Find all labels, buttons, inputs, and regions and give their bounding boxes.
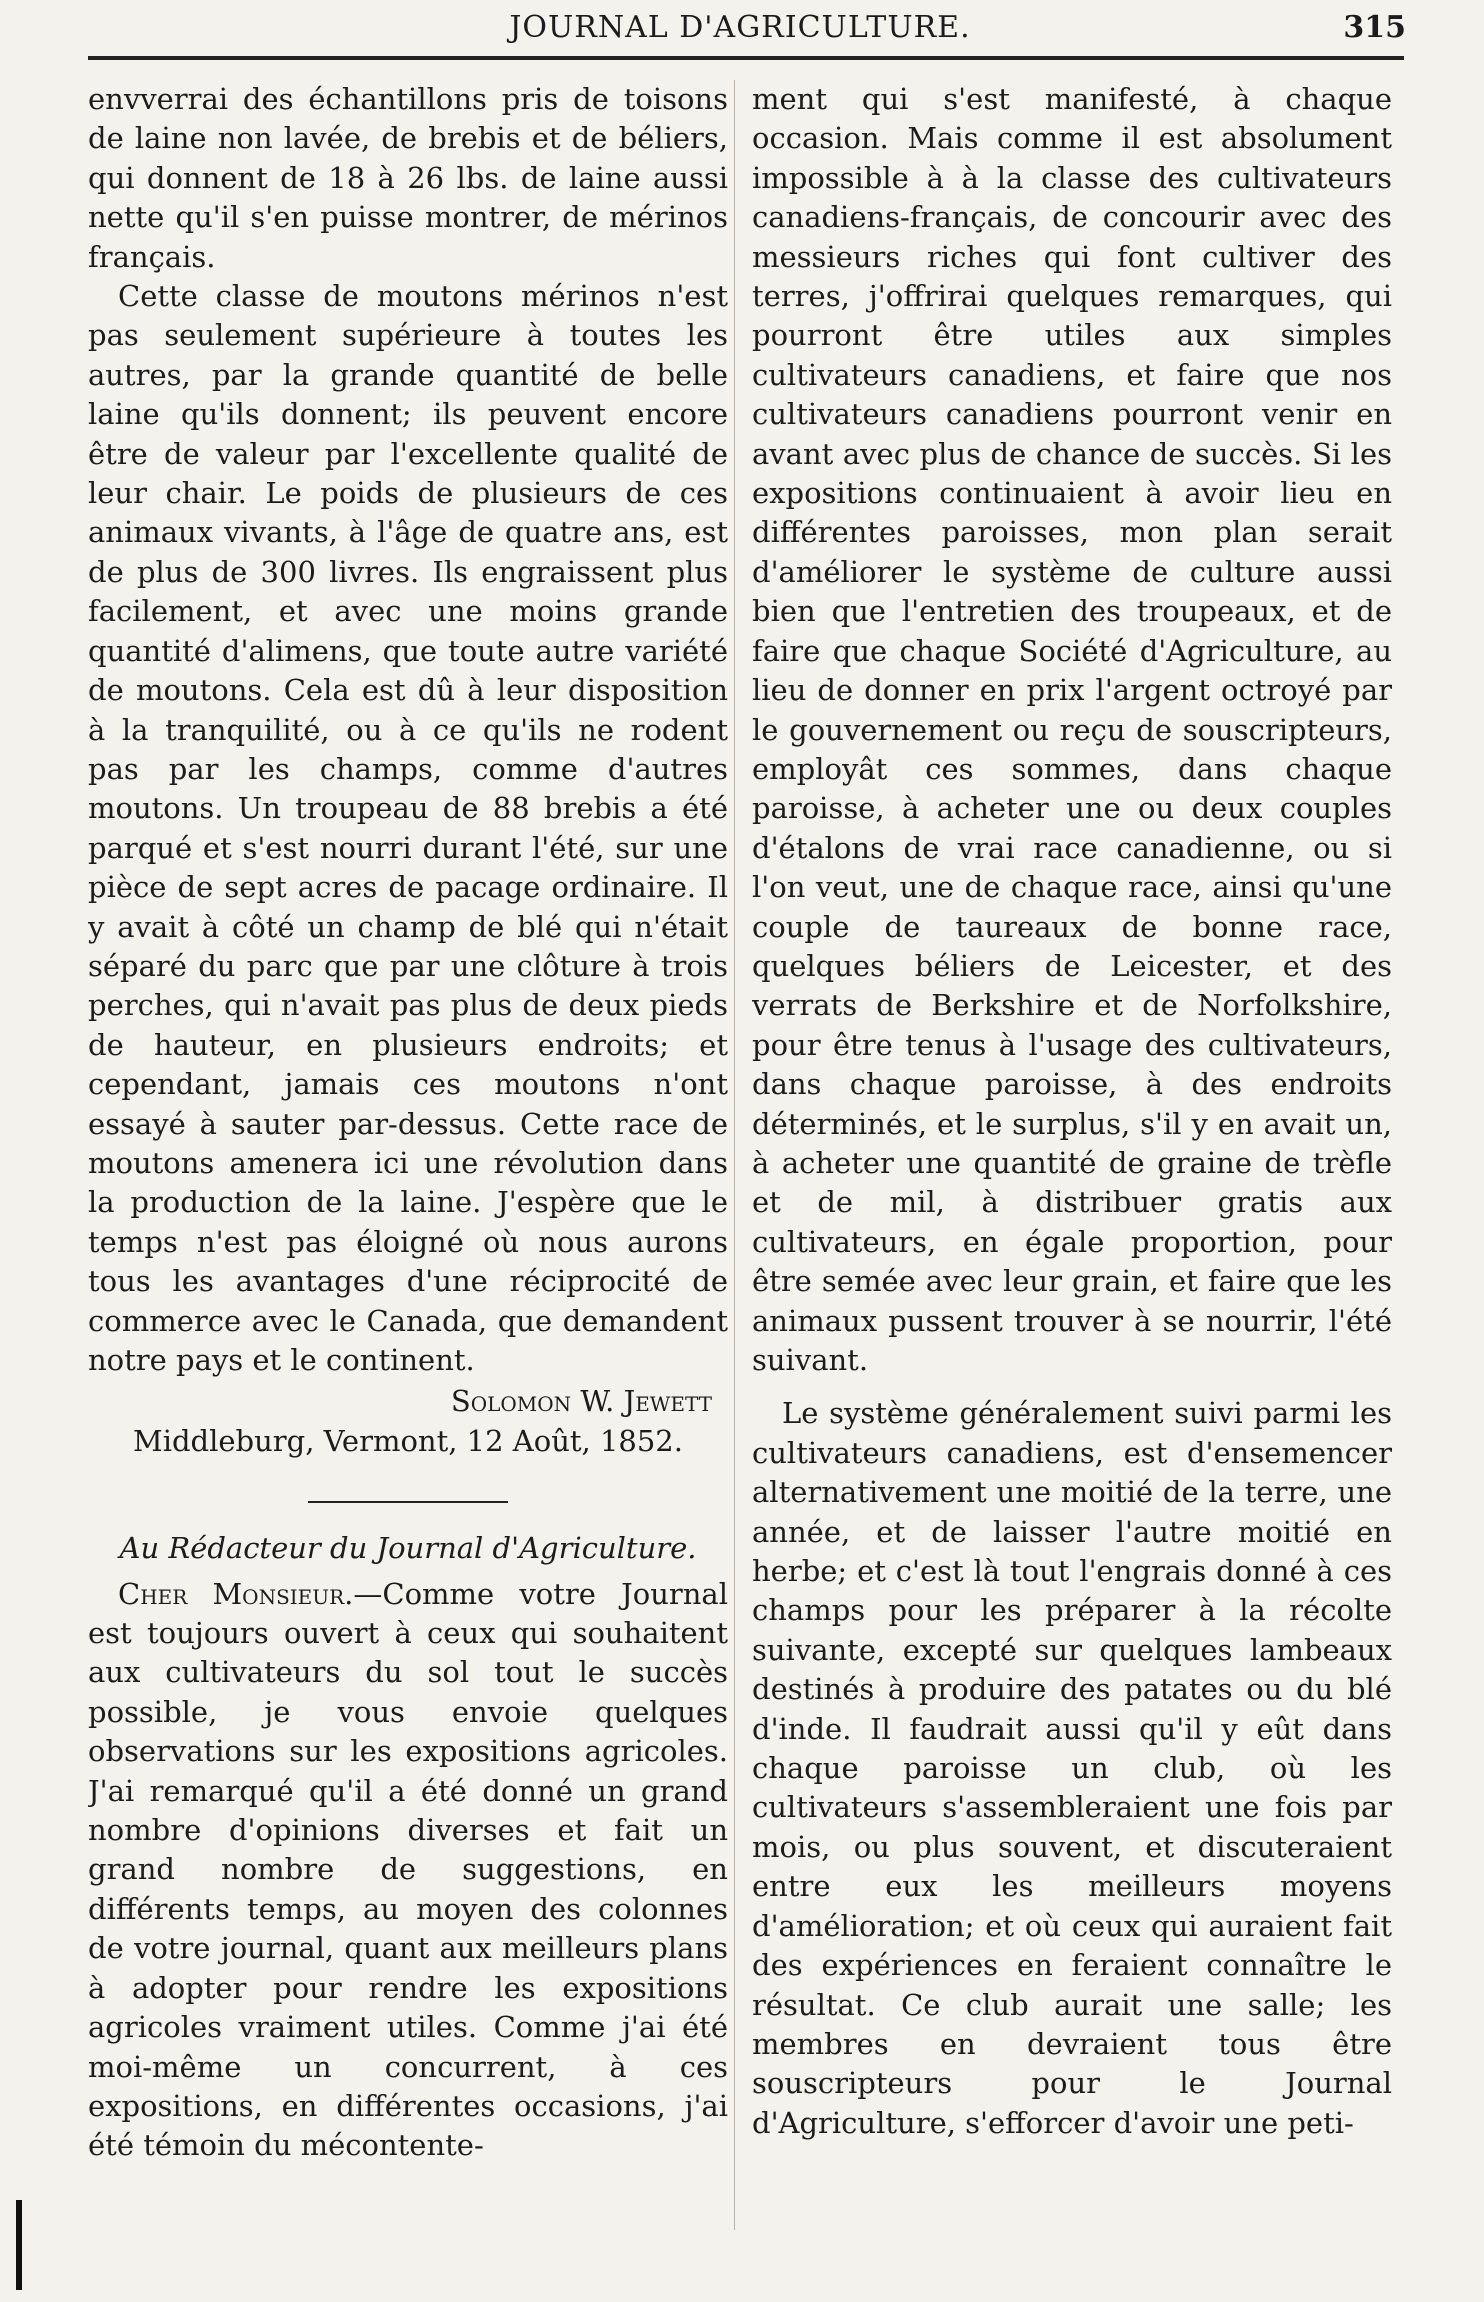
header-rule — [88, 56, 1404, 60]
signature-place: Middleburg, Vermont, 12 Août, 1852. — [133, 1423, 683, 1458]
page-header — [80, 8, 1406, 52]
paragraph: Cette classe de moutons mérinos n'est pas seulement supérieure à toutes les autres, par la grande quantité de belle laine qu'ils donnent; ils peuvent encore être de valeur par l'excellente qualité de leur chair. Le poids de plusieurs de ces animaux vivants, à l'âge de quatre ans, est de plus de 300 livres. Ils engraissent plus facilement, et avec une moins grande quantité d'alimens, que toute autre variété de moutons. Cela est dû à leur disposition à la tranquilité, ou à ce qu'ils ne rodent pas par les champs, comme d'autres moutons. Un troupeau de 88 brebis a été parqué et s'est nourri durant l'été, sur une pièce de sept acres de pacage ordinaire. Il y avait à côté un champ de blé qui n'était séparé du parc que par une clôture à trois perches, qui n'avait pas plus de deux pieds de hauteur, en plusieurs endroits; et cependant, jamais ces moutons n'ont essayé à sauter par-dessus. Cette race de moutons amenera ici une révolution dans la production de la laine. J'espère que le temps n'est pas éloigné où nous aurons tous les avantages d'une réciprocité de commerce avec le Canada, que demandent notre pays et le continent. — [88, 279, 728, 1377]
section-divider — [308, 1501, 508, 1503]
right-column — [752, 80, 1392, 2270]
letter-salutation: Cher Monsieur. — [118, 1576, 354, 1611]
page-number: 315 — [1343, 10, 1406, 45]
left-column — [88, 80, 728, 2270]
journal-title: JOURNAL D'AGRICULTURE. — [509, 10, 971, 45]
letter-text: —Comme votre Journal est toujours ouvert à ceux qui souhaitent aux cultivateurs du sol tout le succès possible, je vous envoie quelques observations sur les expositions agricoles. J'ai remarqué qu'il a été donné un grand nombre d'opinions diverses et fait un grand nombre de suggestions, en différents temps, au moyen des colonnes de votre journal, quant aux meilleurs plans à adopter pour rendre les expositions agricoles vraiment utiles. Comme j'ai été moi-même un concurrent, à ces expositions, en différentes occasions, j'ai été témoin du mécontente- — [88, 1576, 728, 2163]
paragraph: Le système généralement suivi parmi les cultivateurs canadiens, est d'ensemencer alternativement une moitié de la terre, une année, et de laisser l'autre moitié en herbe; et c'est là tout l'engrais donné à ces champs pour les préparer à la récolte suivante, excepté sur quelques lambeaux destinés à produire des patates ou du blé d'inde. Il faudrait aussi qu'il y eût dans chaque paroisse un club, où les cultivateurs s'assembleraient une fois par mois, ou plus souvent, et discuteraient entre eux les meilleurs moyens d'amélioration; et où ceux qui auraient fait des expériences en feraient connaître le résultat. Ce club aurait une salle; les membres en devraient tous être souscripteurs pour le Journal d'Agriculture, s'efforcer d'avoir une peti- — [752, 1396, 1392, 2140]
margin-mark — [16, 2200, 22, 2290]
column-divider — [734, 80, 735, 2230]
paragraph: envverrai des échantillons pris de toisons de laine non lavée, de brebis et de béliers, qui donnent de 18 à 26 lbs. de laine aussi nette qu'il s'en puisse montrer, de mérinos français. — [88, 82, 728, 274]
paragraph: ment qui s'est manifesté, à chaque occasion. Mais comme il est absolument impossible à à la classe des cultivateurs canadiens-français, de concourir avec des messieurs riches qui font cultiver des terres, j'offrirai quelques remarques, qui pourront être utiles aux simples cultivateurs canadiens, et faire que nos cultivateurs canadiens pourront venir en avant avec plus de chance de succès. Si les expositions continuaient à avoir lieu en différentes paroisses, mon plan serait d'améliorer le système de culture aussi bien que l'entretien des troupeaux, et de faire que chaque Société d'Agriculture, au lieu de donner en prix l'argent octroyé par le gouvernement ou reçu de souscripteurs, employât ces sommes, dans chaque paroisse, à acheter une ou deux couples d'étalons de vrai race canadienne, ou si l'on veut, une de chaque race, ainsi qu'une couple de taureaux de bonne race, quelques béliers de Leicester, et des verrats de Berkshire et de Norfolkshire, pour être tenus à l'usage des cultivateurs, dans chaque paroisse, à des endroits déterminés, et le surplus, s'il y en avait un, à acheter une quantité de graine de trèfle et de mil, à distribuer gratis aux cultivateurs, en égale proportion, pour être semée avec leur grain, et faire que les animaux pussent trouver à se nourrir, l'été suivant. — [752, 82, 1392, 1377]
signature-name: Solomon W. Jewett — [450, 1384, 712, 1419]
letter-body — [88, 1575, 728, 2166]
letter-address: Au Rédacteur du Journal d'Agriculture. — [119, 1531, 697, 1566]
